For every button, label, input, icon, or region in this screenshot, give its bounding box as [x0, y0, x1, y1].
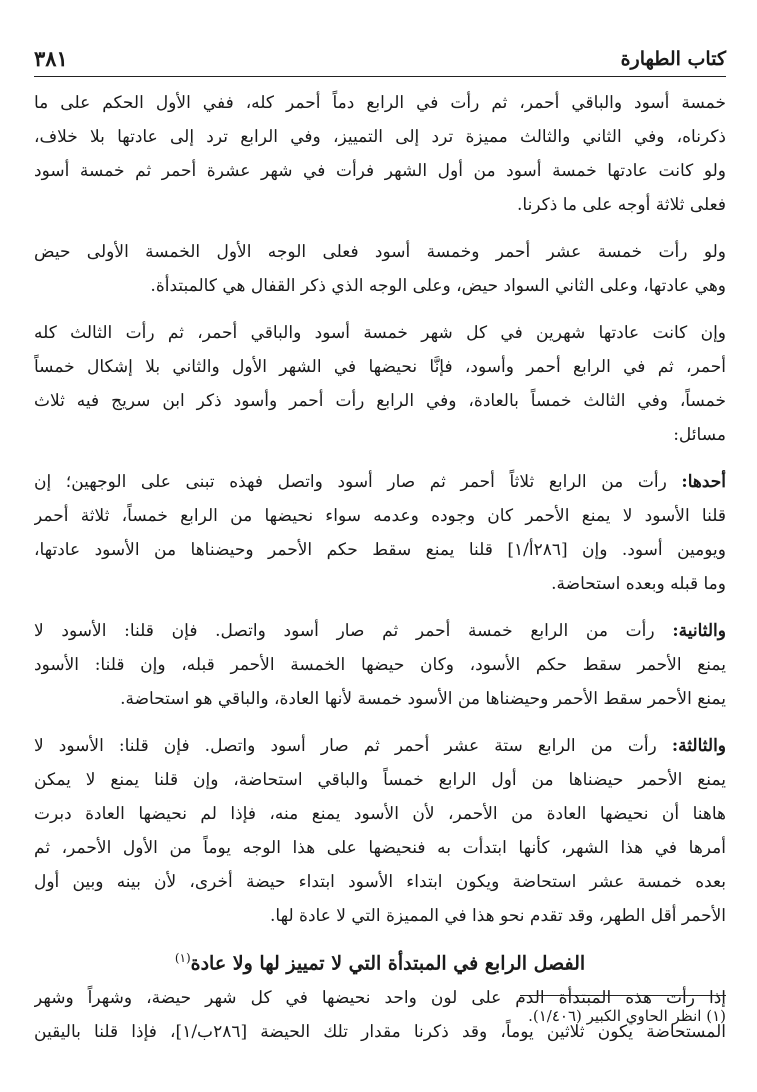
text-line: قلنا الأسود لا يمنع الأحمر كان وجوده وعدمه سواء نحيضها من الرابع خمساً، ثلاثة أحمر	[34, 506, 726, 526]
case-label: والثالثة:	[671, 736, 726, 756]
case-label: أحدها:	[681, 472, 726, 492]
footnote-text: انظر الحاوي الكبير (١/٤٠٦).	[528, 1007, 702, 1025]
text-line: الأحمر أقل الطهر، وقد تقدم نحو هذا في المميزة التي لا عادة لها.	[270, 906, 726, 926]
text-line: أمرها في هذا الشهر، كأنها ابتدأت به فنحيضها على هذا الوجه يوماً من الأول الأحمر، ثم	[34, 838, 726, 858]
case-label: والثانية:	[672, 621, 726, 641]
text-line: أحدها: رأت من الرابع ثلاثاً أحمر ثم صار أسود واتصل فهذه تبنى على الوجهين؛ إن	[34, 472, 726, 492]
text-line: هاهنا أن نحيضها العادة من الأحمر، لأن الأسود يمنع منه، فإذا لم نحيضها العادة دبرت	[34, 804, 726, 824]
section-heading: الفصل الرابع في المبتدأة التي لا تمييز لها ولا عادة$^{(١)}$	[174, 951, 586, 975]
page-number: ٣٨١	[34, 46, 68, 71]
footnote-rule	[520, 995, 726, 996]
text-line: أحمر، ثم في الرابع أحمر وأسود، فإنَّا نحيضها في الشهر الأول والثاني بلا إشكال خمساً	[34, 357, 726, 377]
text-line: وهي عادتها، وعلى الثاني السواد حيض، وعلى الوجه الذي ذكر القفال هي كالمبتدأة.	[150, 276, 726, 296]
text-line: إذا رأت هذه المبتدأة الدم على لون واحد نحيضها في كل شهر حيضة، وشهراً وشهر	[34, 988, 726, 1008]
text-line: ولو رأت خمسة عشر أحمر وخمسة أسود فعلى الوجه الأول الخمسة الأولى حيض	[34, 242, 726, 262]
footnote	[34, 1003, 726, 1029]
running-title: كتاب الطهارة	[620, 48, 726, 70]
text-line: خمساً، وفي الثالث خمساً بالعادة، وفي الرابع رأت أحمر وأسود ذكر ابن سريج فيه ثلاث	[34, 391, 726, 411]
text-line: يمنع الأحمر سقط حكم الأسود، وكان حيضها الخمسة الأحمر قبله، وإن قلنا: الأسود	[34, 655, 726, 675]
text-line: فعلى ثلاثة أوجه على ما ذكرنا.	[516, 195, 726, 215]
text-line: وما قبله وبعده استحاضة.	[551, 574, 726, 594]
text-line: والثالثة: رأت من الرابع ستة عشر أحمر ثم صار أسود واتصل. فإن قلنا: الأسود لا	[34, 736, 726, 756]
footnote-marker: (١)	[706, 1007, 726, 1025]
text-line: يمنع الأحمر حيضناها من أول الرابع خمساً والباقي استحاضة، وإن قلنا يمنع لا يمكن	[34, 770, 726, 790]
text-line: ولو كانت عادتها خمسة أسود من أول الشهر فرأت في شهر عشرة أحمر ثم خمسة أسود	[34, 161, 726, 181]
text-line: مسائل:	[673, 425, 726, 445]
main-text	[34, 86, 726, 1049]
page-header	[34, 44, 726, 74]
text-line: والثانية: رأت من الرابع خمسة أحمر ثم صار أسود واتصل. فإن قلنا: الأسود لا	[34, 621, 726, 641]
text-line: ذكرناه، وفي الثاني والثالث مميزة ترد إلى التمييز، وفي الرابع ترد إلى عادتها بلا خلاف،	[34, 127, 726, 147]
footnote-ref[interactable]: (١)	[174, 951, 191, 965]
header-rule	[34, 76, 726, 77]
text-line: بعده خمسة عشر استحاضة ويكون ابتداء الأسود ابتداء حيضة أخرى، لأن بينه وبين أول	[34, 872, 726, 892]
text-line: وإن كانت عادتها شهرين في كل شهر خمسة أسود والباقي أحمر، ثم رأت الثالث كله	[34, 323, 726, 343]
text-line: يمنع الأحمر سقط الأحمر وحيضناها من الأسود خمسة لأنها العادة، والباقي هو استحاضة.	[120, 689, 726, 709]
text-line: ويومين أسود. وإن [٢٨٦أ/١] قلنا يمنع سقط حكم الأحمر وحيضناها من الأسود عادتها،	[34, 540, 726, 560]
text-line: المستحاضة يكون ثلاثين يوماً، وقد ذكرنا مقدار تلك الحيضة [٢٨٦ب/١]، فإذا قلنا باليقين	[34, 1022, 726, 1042]
text-line: خمسة أسود والباقي أحمر، ثم رأت في الرابع دماً أحمر كله، ففي الأول الحكم على ما	[34, 93, 726, 113]
